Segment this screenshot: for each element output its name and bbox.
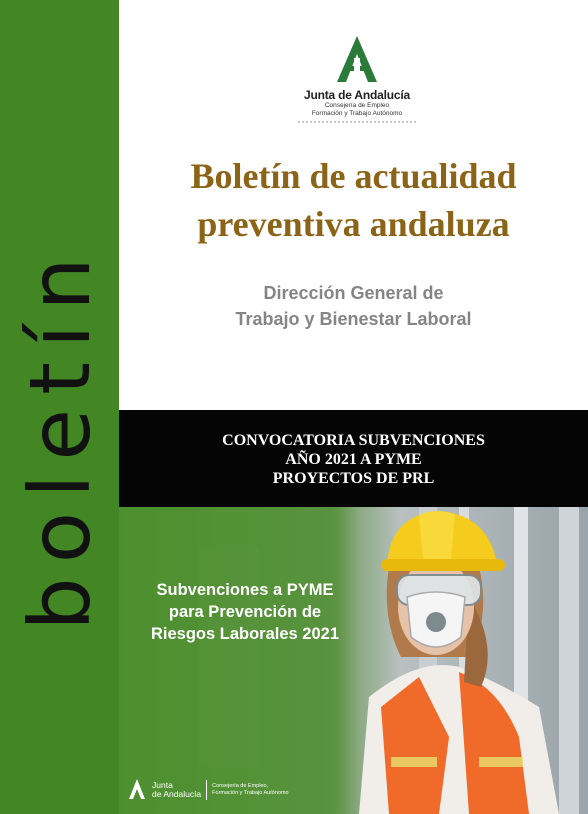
title-line2: preventiva andaluza: [197, 204, 510, 244]
announcement-band: [119, 410, 588, 507]
cover-photo: [119, 507, 588, 814]
logo-name: Junta de Andalucía: [304, 88, 410, 102]
page-subtitle: [119, 280, 588, 332]
footer-sub-line1: Consejería de Empleo,: [212, 783, 269, 789]
band-line3: PROYECTOS DE PRL: [272, 470, 435, 487]
footer-logo: [119, 775, 289, 805]
subtitle-line1: Dirección General de: [263, 283, 444, 303]
logo-sub-line1: Consejería de Empleo: [324, 102, 390, 109]
subtitle-line2: Trabajo y Bienestar Laboral: [235, 309, 472, 329]
sidebar-strip: [0, 0, 119, 814]
footer-logo-sub: [212, 783, 288, 797]
footer-sub-line2: Formación y Trabajo Autónomo: [212, 790, 289, 796]
junta-andalucia-a-logo-icon: [337, 36, 377, 84]
logo-sub-line2: Formación y Trabajo Autónomo: [311, 110, 403, 117]
photo-overlay-text: [129, 579, 361, 645]
footer-divider: [206, 780, 207, 800]
overlay-line1: Subvenciones a PYME: [156, 581, 334, 599]
sidebar-word: boletín: [11, 243, 109, 631]
page-title: [119, 152, 588, 248]
title-line1: Boletín de actualidad: [190, 156, 517, 196]
band-line1: CONVOCATORIA SUBVENCIONES: [222, 432, 485, 449]
footer-name-line2: de Andalucía: [152, 789, 202, 799]
overlay-line3: Riesgos Laborales 2021: [150, 625, 339, 643]
overlay-line2: para Prevención de: [168, 603, 322, 621]
worker-photo-illustration: [119, 507, 588, 814]
logo-divider: [298, 121, 416, 123]
band-line2: AÑO 2021 A PYME: [285, 451, 422, 468]
footer-name-line1: Junta: [152, 779, 173, 790]
junta-logo: [296, 36, 418, 123]
footer-logo-name: [152, 781, 201, 800]
band-text: [119, 431, 588, 488]
